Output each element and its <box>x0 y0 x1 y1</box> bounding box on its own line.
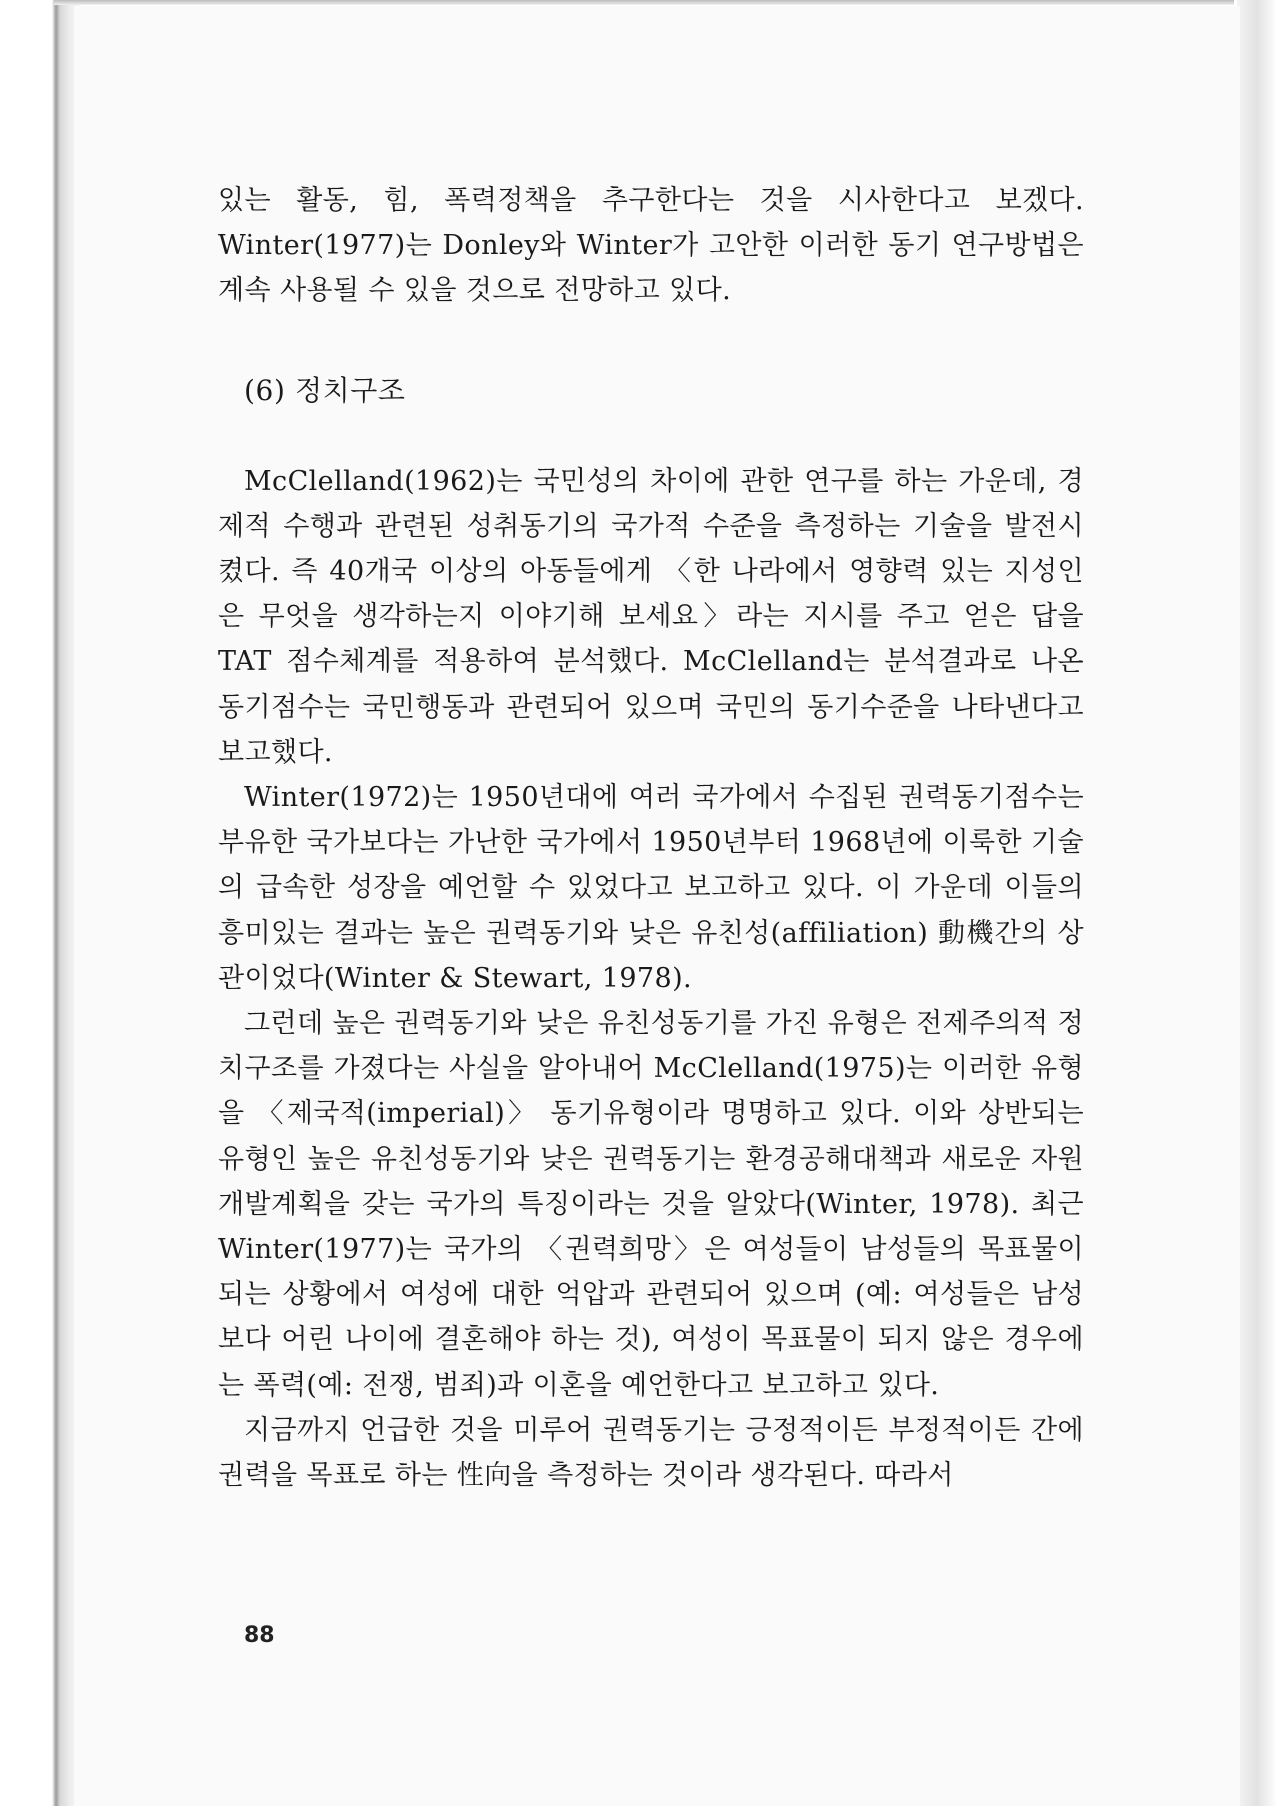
paragraph-continued: 있는 활동, 힘, 폭력정책을 추구한다는 것을 시사한다고 보겠다. Winter(1977)는 Donley와 Winter가 고안한 이러한 동기 연구방법은 계속 사용될 수 있을 것으로 전망하고 있다. <box>218 185 1084 307</box>
page-number: 88 <box>244 1623 275 1648</box>
page-top-shadow <box>54 0 1234 5</box>
section-heading: (6) 정치구조 <box>244 373 406 407</box>
page-right-edge <box>1237 0 1277 1806</box>
page-body <box>218 178 1084 1498</box>
paragraph-imperial-pattern: 그런데 높은 권력동기와 낮은 유친성동기를 가진 유형은 전제주의적 정치구조를 가졌다는 사실을 알아내어 McClelland(1975)는 이러한 유형을 〈제국적(imperial)〉 동기유형이라 명명하고 있다. 이와 상반되는 유형인 높은 유친성동기와 낮은 권력동기는 환경공해대책과 새로운 자원개발계획을 갖는 국가의 특징이라는 것을 알았다(Winter, 1978). 최근 Winter(1977)는 국가의 〈권력희망〉은 여성들이 남성들의 목표물이 되는 상황에서 여성에 대한 억압과 관련되어 있으며 (예: 여성들은 남성보다 어린 나이에 결혼해야 하는 것), 여성이 목표물이 되지 않은 경우에는 폭력(예: 전쟁, 범죄)과 이혼을 예언한다고 보고하고 있다. <box>218 1008 1084 1401</box>
paragraph-conclusion: 지금까지 언급한 것을 미루어 권력동기는 긍정적이든 부정적이든 간에 권력을 목표로 하는 性向을 측정하는 것이라 생각된다. 따라서 <box>218 1414 1084 1492</box>
book-spine-edge <box>0 0 80 1806</box>
paragraph-mcclelland-1962: McClelland(1962)는 국민성의 차이에 관한 연구를 하는 가운데, 경제적 수행과 관련된 성취동기의 국가적 수준을 측정하는 기술을 발전시켰다. 즉 40개국 이상의 아동들에게 〈한 나라에서 영향력 있는 지성인은 무엇을 생각하는지 이야기해 보세요〉라는 지시를 주고 얻은 답을 TAT 점수체계를 적용하여 분석했다. McClelland는 분석결과로 나온 동기점수는 국민행동과 관련되어 있으며 국민의 동기수준을 나타낸다고 보고했다. <box>218 465 1084 768</box>
paragraph-winter-1972: Winter(1972)는 1950년대에 여러 국가에서 수집된 권력동기점수는 부유한 국가보다는 가난한 국가에서 1950년부터 1968년에 이룩한 기술의 급속한 성장을 예언할 수 있었다고 보고하고 있다. 이 가운데 이들의 흥미있는 결과는 높은 권력동기와 낮은 유친성(affiliation) 動機간의 상관이었다(Winter & Stewart, 1978). <box>218 782 1084 994</box>
